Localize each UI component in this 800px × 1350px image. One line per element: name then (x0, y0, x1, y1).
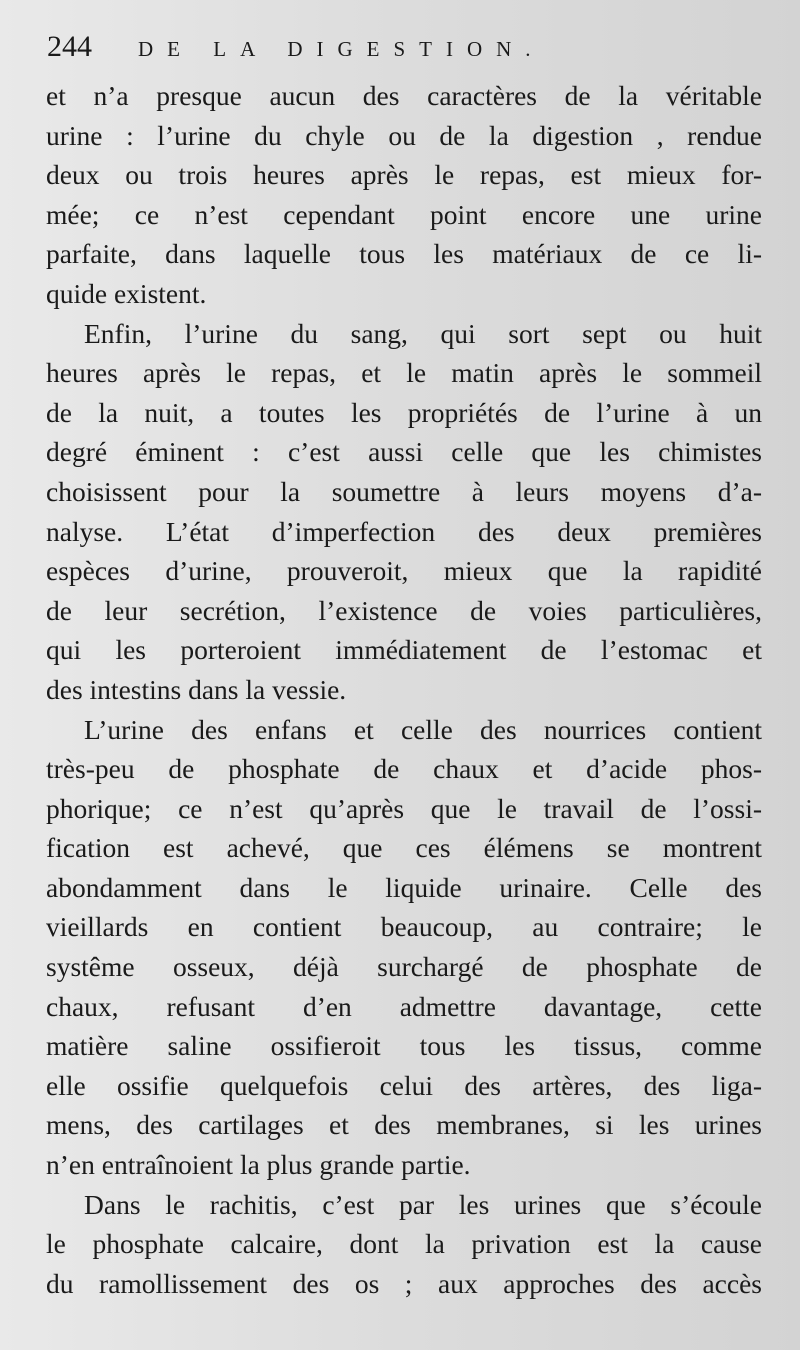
text-line: elle ossifie quelquefois celui des artères, des liga- (46, 1069, 762, 1101)
text-line: le phosphate calcaire, dont la privation est la cause (46, 1228, 762, 1260)
text-line: parfaite, dans laquelle tous les matériaux de ce li- (46, 238, 762, 270)
text-line: des intestins dans la vessie. (46, 673, 347, 705)
text-line: deux ou trois heures après le repas, est mieux for- (46, 159, 762, 191)
page-number: 244 (47, 30, 92, 63)
text-line: mée; ce n’est cependant point encore une urine (46, 198, 762, 230)
text-line: abondamment dans le liquide urinaire. Celle des (46, 871, 762, 903)
text-line: choisissent pour la soumettre à leurs moyens d’a- (46, 475, 762, 507)
text-line: du ramollissement des os ; aux approches des accès (46, 1267, 762, 1299)
text-line: de la nuit, a toutes les propriétés de l’urine à un (46, 396, 762, 428)
text-line: n’en entraînoient la plus grande partie. (46, 1149, 471, 1181)
running-head (47, 30, 760, 70)
text-line: espèces d’urine, prouveroit, mieux que la rapidité (46, 555, 762, 587)
text-line: qui les porteroient immédiatement de l’estomac et (46, 634, 762, 666)
text-line: de leur secrétion, l’existence de voies particulières, (46, 594, 762, 626)
text-line: Dans le rachitis, c’est par les urines que s’écoule (84, 1188, 762, 1220)
text-line: heures après le repas, et le matin après le sommeil (46, 357, 762, 389)
text-line: quide existent. (46, 277, 207, 309)
paragraph (46, 314, 762, 710)
text-line: matière saline ossifieroit tous les tissus, comme (46, 1030, 762, 1062)
text-line: vieillards en contient beaucoup, au contraire; le (46, 911, 762, 943)
text-line: fication est achevé, que ces élémens se montrent (46, 832, 762, 864)
text-line: L’urine des enfans et celle des nourrices contient (84, 713, 762, 745)
text-line: Enfin, l’urine du sang, qui sort sept ou huit (84, 317, 762, 349)
text-line: et n’a presque aucun des caractères de la véritable (46, 80, 762, 111)
text-line: urine : l’urine du chyle ou de la digestion , rendue (46, 119, 762, 151)
text-line: systême osseux, déjà surchargé de phosphate de (46, 951, 762, 983)
running-title: DE LA DIGESTION. (138, 37, 545, 61)
paragraph (46, 76, 762, 314)
text-line: très-peu de phosphate de chaux et d’acide phos- (46, 753, 762, 785)
text-line: nalyse. L’état d’imperfection des deux premières (46, 515, 762, 547)
text-line: mens, des cartilages et des membranes, si les urines (46, 1109, 762, 1141)
paragraph (46, 710, 762, 1185)
text-line: phorique; ce n’est qu’après que le travail de l’ossi- (46, 792, 762, 824)
text-line: chaux, refusant d’en admettre davantage, cette (46, 990, 762, 1022)
text-line: degré éminent : c’est aussi celle que les chimistes (46, 436, 762, 468)
body-text (46, 76, 762, 1303)
paragraph (46, 1185, 762, 1304)
